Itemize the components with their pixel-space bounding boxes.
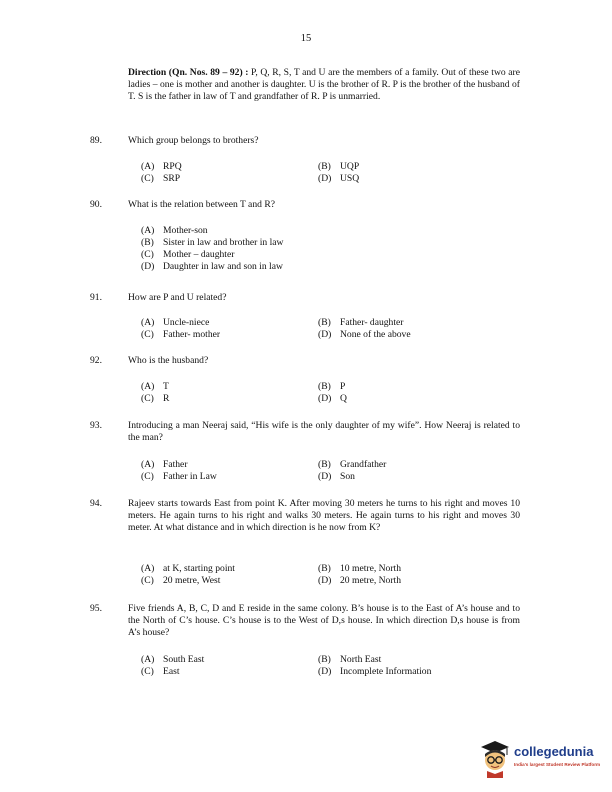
option-c [141, 666, 180, 678]
option-b [318, 161, 359, 173]
option-b [318, 563, 401, 575]
option-a [141, 563, 235, 575]
option-label: (A) [141, 381, 155, 392]
brand-logo [478, 738, 602, 778]
option-label: (A) [141, 317, 155, 328]
option-label: (C) [141, 173, 154, 184]
question-number: 93. [90, 420, 102, 431]
page-number: 15 [300, 33, 312, 44]
option-label: (D) [318, 471, 332, 482]
option-text: East [163, 666, 180, 677]
option-c [141, 471, 217, 483]
question-91 [90, 292, 520, 304]
question-number: 90. [90, 199, 102, 210]
option-b [318, 459, 386, 471]
option-label: (B) [318, 563, 331, 574]
option-text: T [163, 381, 169, 392]
question-text: Which group belongs to brothers? [128, 135, 259, 146]
option-text: 10 metre, North [340, 563, 402, 574]
option-d [318, 666, 431, 678]
option-label: (A) [141, 563, 155, 574]
question-95 [90, 603, 520, 638]
option-label: (C) [141, 575, 154, 586]
option-c [141, 249, 234, 261]
option-text: SRP [163, 173, 181, 184]
question-90 [90, 199, 520, 211]
direction-passage [128, 67, 520, 102]
option-c [141, 173, 180, 185]
option-b [318, 381, 345, 393]
option-text: Sister in law and brother in law [163, 237, 284, 248]
option-text: UQP [340, 161, 360, 172]
option-a [141, 381, 169, 393]
option-a [141, 161, 182, 173]
option-text: Father- daughter [340, 317, 404, 328]
option-text: USQ [340, 173, 360, 184]
option-text: Father in Law [163, 471, 217, 482]
option-d [141, 261, 283, 273]
question-text: What is the relation between T and R? [128, 199, 275, 210]
option-a [141, 459, 188, 471]
option-a [141, 225, 208, 237]
option-text: Son [340, 471, 355, 482]
option-d [318, 471, 355, 483]
option-label: (D) [141, 261, 155, 272]
question-92 [90, 355, 520, 367]
option-text: Mother – daughter [163, 249, 235, 260]
direction-text: P, Q, R, S, T and U are the members of a family. Out of these two are ladies – one is mother and another is daughter. U is the brother of R. P is the brother of the husband of T. S is the father in law of T and grandfather of R. P is unmarried. [128, 67, 520, 102]
option-label: (D) [318, 575, 332, 586]
question-93 [90, 420, 520, 444]
option-text: Q [340, 393, 347, 404]
option-b [318, 317, 403, 329]
option-label: (A) [141, 459, 155, 470]
option-label: (A) [141, 161, 155, 172]
question-text: Who is the husband? [128, 355, 209, 366]
option-text: Uncle-niece [163, 317, 210, 328]
option-b [318, 654, 381, 666]
option-d [318, 575, 401, 587]
option-a [141, 654, 204, 666]
question-89 [90, 135, 520, 147]
question-94 [90, 498, 520, 533]
question-number: 92. [90, 355, 102, 366]
option-label: (D) [318, 173, 332, 184]
option-label: (B) [318, 381, 331, 392]
option-a [141, 317, 209, 329]
option-text: Daughter in law and son in law [163, 261, 283, 272]
option-text: Father- mother [163, 329, 221, 340]
option-text: 20 metre, West [163, 575, 221, 586]
question-text: Rajeev starts towards East from point K. After moving 30 meters he turns to his right and moves 10 meters. He again turns to his right and walks 30 meters. He again turns to his right and moves 30 meter. At what distance and in which direction is he now from K? [128, 498, 520, 533]
option-label: (B) [318, 161, 331, 172]
option-label: (D) [318, 329, 332, 340]
option-label: (C) [141, 393, 154, 404]
question-number: 89. [90, 135, 102, 146]
option-label: (C) [141, 249, 154, 260]
option-text: R [163, 393, 170, 404]
option-text: Mother-son [163, 225, 208, 236]
option-text: North East [340, 654, 382, 665]
option-d [318, 329, 411, 341]
option-text: 20 metre, North [340, 575, 402, 586]
option-c [141, 575, 220, 587]
question-text: Five friends A, B, C, D and E reside in the same colony. B’s house is to the East of A’s house and to the North of C’s house. C’s house is to the West of D,s house. In which direction D,s house is from A’s house? [128, 603, 520, 638]
option-label: (B) [318, 654, 331, 665]
question-number: 91. [90, 292, 102, 303]
option-d [318, 173, 359, 185]
option-label: (C) [141, 666, 154, 677]
option-text: South East [163, 654, 205, 665]
option-label: (B) [318, 317, 331, 328]
mascot-icon [478, 738, 512, 778]
question-number: 95. [90, 603, 102, 614]
question-number: 94. [90, 498, 102, 509]
option-text: None of the above [340, 329, 411, 340]
option-label: (B) [318, 459, 331, 470]
question-text: How are P and U related? [128, 292, 227, 303]
option-text: Father [163, 459, 188, 470]
brand-name: collegedunia [514, 744, 594, 759]
option-text: Incomplete Information [340, 666, 432, 677]
option-text: Grandfather [340, 459, 387, 470]
option-label: (A) [141, 225, 155, 236]
option-text: RPQ [163, 161, 182, 172]
option-label: (A) [141, 654, 155, 665]
option-c [141, 393, 169, 405]
question-text: Introducing a man Neeraj said, “His wife is the only daughter of my wife”. How Neeraj is related to the man? [128, 420, 520, 443]
option-d [318, 393, 347, 405]
option-label: (C) [141, 471, 154, 482]
brand-tagline: India's largest Student Review Platform [514, 762, 601, 767]
option-b [141, 237, 283, 249]
option-label: (D) [318, 393, 332, 404]
option-c [141, 329, 220, 341]
option-label: (D) [318, 666, 332, 677]
option-text: at K, starting point [163, 563, 235, 574]
option-label: (B) [141, 237, 154, 248]
option-label: (C) [141, 329, 154, 340]
direction-label: Direction (Qn. Nos. 89 – 92) : [128, 67, 249, 78]
option-text: P [340, 381, 346, 392]
